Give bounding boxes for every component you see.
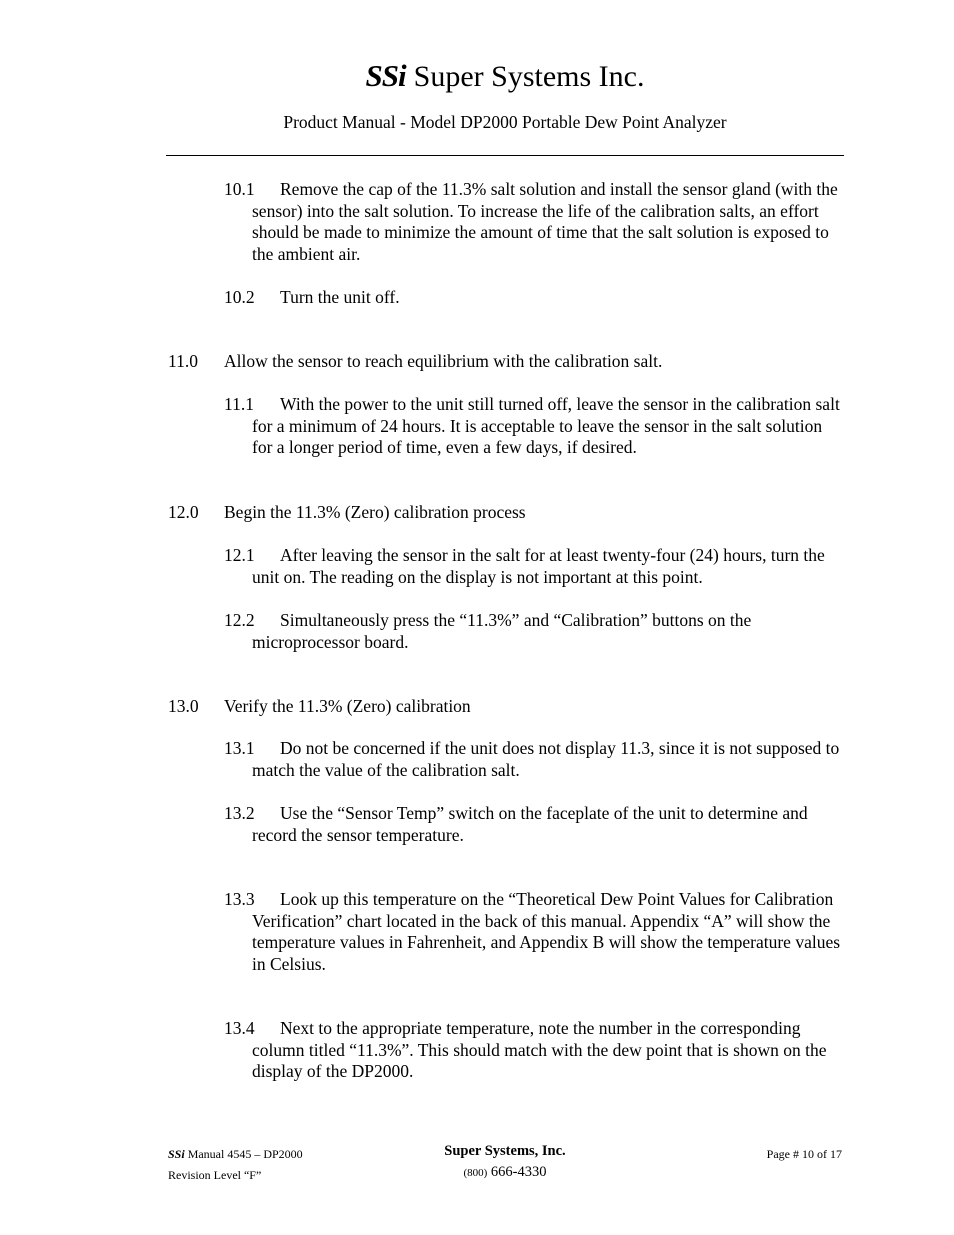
- footer-manual-info: [168, 1144, 303, 1186]
- ssi-logo: SSi: [365, 58, 406, 93]
- step-13-1: [224, 738, 844, 781]
- step-text: With the power to the unit still turned off, leave the sensor in the calibration salt for a minimum of 24 hours. It is acceptable to leave the sensor in the salt solution for a longer period of time, even a few days, if desired.: [252, 394, 840, 458]
- step-text: Verify the 11.3% (Zero) calibration: [224, 696, 471, 716]
- step-12-0: [168, 502, 828, 524]
- step-number: 13.4: [224, 1018, 255, 1038]
- step-number: 10.2: [224, 287, 255, 307]
- step-number: 11.0: [168, 351, 198, 371]
- manual-subtitle: Product Manual - Model DP2000 Portable Dew Point Analyzer: [283, 112, 727, 132]
- step-number: 13.1: [224, 738, 255, 758]
- step-13-3: [224, 889, 844, 976]
- step-number: 12.2: [224, 610, 255, 630]
- header-divider: [166, 155, 844, 156]
- step-number: 11.1: [224, 394, 254, 414]
- footer-ssi-logo: SSi: [168, 1147, 185, 1161]
- step-12-1: [224, 545, 844, 588]
- footer-page-number: Page # 10 of 17: [766, 1147, 842, 1161]
- footer-phone: 666-4330: [487, 1164, 547, 1180]
- step-number: 13.3: [224, 889, 255, 909]
- step-11-0: [168, 351, 828, 373]
- step-12-2: [224, 610, 844, 653]
- company-title: [0, 58, 954, 95]
- page-footer: [0, 1141, 954, 1191]
- step-13-0: [168, 696, 828, 718]
- step-text: Simultaneously press the “11.3%” and “Calibration” buttons on the microprocessor board.: [252, 610, 752, 652]
- step-number: 13.0: [168, 696, 199, 716]
- step-text: Begin the 11.3% (Zero) calibration process: [224, 502, 526, 522]
- step-text: Turn the unit off.: [280, 287, 400, 307]
- step-13-2: [224, 803, 844, 846]
- step-13-4: [224, 1018, 844, 1083]
- step-number: 12.1: [224, 545, 255, 565]
- footer-company: Super Systems, Inc.: [444, 1143, 566, 1159]
- step-text: Remove the cap of the 11.3% salt solution and install the sensor gland (with the sensor) into the salt solution. To increase the life of the calibration salts, an effort should be made to minimize the amount of time that the salt solution is exposed to the ambient air.: [252, 179, 838, 265]
- step-text: Look up this temperature on the “Theoretical Dew Point Values for Calibration Verification” chart located in the back of this manual. Appendix “A” will show the temperature values in Fahrenheit, and Appendix B will show the temperature values in Celsius.: [252, 889, 841, 975]
- step-10-2: [224, 287, 844, 309]
- step-number: 13.2: [224, 803, 255, 823]
- footer-area-code: (800): [463, 1167, 488, 1179]
- step-text: Allow the sensor to reach equilibrium with the calibration salt.: [224, 351, 663, 371]
- step-number: 12.0: [168, 502, 199, 522]
- step-10-1: [224, 179, 844, 266]
- step-text: Do not be concerned if the unit does not display 11.3, since it is not supposed to match the value of the calibration salt.: [252, 738, 840, 780]
- step-11-1: [224, 394, 844, 459]
- step-text: After leaving the sensor in the salt for at least twenty-four (24) hours, turn the unit on. The reading on the display is not important at this point.: [252, 545, 825, 587]
- footer-revision: Revision Level “F”: [168, 1168, 262, 1182]
- company-name: Super Systems Inc.: [413, 60, 645, 93]
- footer-contact: [405, 1141, 605, 1184]
- footer-manual-number: Manual 4545 – DP2000: [187, 1147, 303, 1161]
- step-text: Next to the appropriate temperature, note the number in the corresponding column titled “11.3%”. This should match with the dew point that is shown on the display of the DP2000.: [252, 1018, 827, 1082]
- step-number: 10.1: [224, 179, 255, 199]
- step-text: Use the “Sensor Temp” switch on the faceplate of the unit to determine and record the sensor temperature.: [252, 803, 808, 845]
